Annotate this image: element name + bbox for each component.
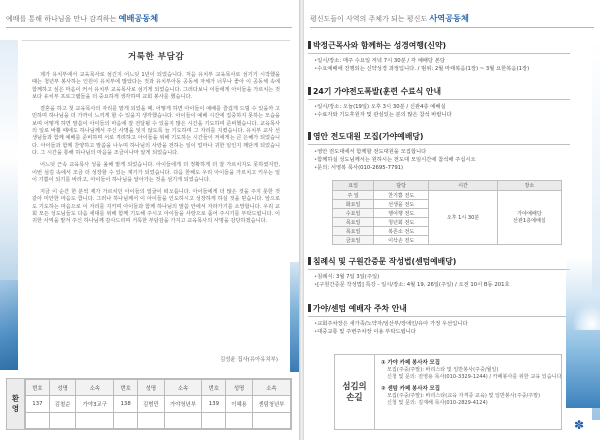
notice-item: • 대중교통 및 주변주차장 이용 부탁드립니다: [314, 328, 570, 336]
notice-item: • 문의: 서영복 목사(010-2695-7791): [314, 164, 570, 172]
notice-title: 침례식 및 구원간증문 작성법(센텀예배당): [308, 256, 570, 270]
essay-paragraph: 제가 유치부에서 교육목사로 섬긴지 어느덧 1년이 되었습니다. 처음 유치부 교육목사로 섬기기 시작했을 때는 청년부 봉사하는 인원이 유치부에 많았다는 것과 유치부아동 공동체 자체가 너무나 좋아 이 공동체 속에 함께하고 싶은 마음이 커서 유치부 교육목사로 섬기게 되었습니다. 그러다보니 이들에게 아이들을 가르치는 것보다 유치부 프로그램들을 더 중요하게 생각하며 교회 봉사를 했습니다.: [32, 72, 280, 100]
evangelism-schedule-table: [332, 180, 562, 245]
welcome-header-cell: 번호: [26, 380, 50, 396]
volunteer-group-title: ① 가야 카페 봉사자 모집: [381, 360, 440, 366]
schedule-team: 복존소 전도: [374, 227, 429, 236]
schedule-day: 목요일: [333, 218, 374, 227]
notice-evangelism-recruit: [308, 131, 570, 172]
volunteer-box: [334, 354, 562, 430]
notice-evangelism-graduation: [308, 86, 570, 119]
notice-title: 가야/센텀 예배자 주차 안내: [308, 303, 570, 317]
schedule-day: 화요일: [333, 200, 374, 209]
notice-item: • 함께하실 성도님께서는 원하시는 전도대 모임시간에 참석해 주십시오: [314, 156, 570, 164]
welcome-label: [7, 379, 25, 429]
notice-bible-journey: [308, 40, 570, 73]
schedule-day: 금요일: [333, 236, 374, 245]
welcome-empty-row: [26, 412, 291, 428]
welcome-cell: 가야3교구: [76, 396, 114, 412]
schedule-team: 행어행 전도: [374, 209, 429, 218]
schedule-day: 수요일: [333, 209, 374, 218]
right-header-title: 사역공동체: [429, 13, 469, 23]
welcome-header-cell: 소속: [252, 380, 290, 396]
welcome-cell: 이혜용: [226, 396, 253, 412]
left-header-prefix: 예배를 통해 하나님을 만나 감격하는: [6, 15, 117, 23]
schedule-time: 오후 1시 30분: [429, 191, 498, 245]
schedule-header-cell: 요일: [333, 181, 374, 191]
volunteer-item: 모집(주중/주말): 바리스타 및 일반봉사(주중/월일): [387, 367, 499, 373]
notice-item: • [구원간증문 작성법] 특강 - 일시/장소: 4월 19, 26일(주일) / 오전 10시 B동 201호: [314, 281, 570, 289]
essay-paragraph: 지금 이 순간 한 분씩 제가 가르치던 아이들의 얼굴이 떠오릅니다. 아이들에게 더 많은 것을 주지 못한 것 같아 미안한 마음도 큽니다. 그러나 하나님께서 이 아이들을 인도하시고 성장하게 하실 것을 믿습니다. 앞으로도 기도하는 마음으로 이 자리를 지키며 아이들과 함께 하나님의 말씀 안에서 자라가기를 소망합니다. 우리 교회 모든 성도님들도 다음 세대를 위해 함께 기도해 주시고 아이들을 사랑으로 품어 주시기를 부탁드립니다. 이 귀한 사역을 맡겨 주신 하나님께 감사드리며 거룩한 부담감을 가지고 교육목사의 사명을 감당하겠습니다.: [32, 189, 280, 225]
volunteer-label-top: 섬김의: [342, 381, 367, 391]
schedule-row: [333, 191, 562, 200]
right-header-prefix: 평신도들이 사역의 주체가 되는 평신도: [310, 15, 428, 23]
schedule-place: [497, 191, 561, 245]
essay-author: 김성윤 집사(유아유치부): [220, 357, 278, 363]
welcome-header-cell: 성명: [226, 380, 253, 396]
church-logo-icon: ✽: [574, 418, 585, 432]
volunteer-item: 모집(주중/주말): 바리스타(교육 자격증 교육) 및 일반봉사(주중/주말): [387, 392, 541, 399]
volunteer-group-title: ② 센텀 카페 봉사자 모집: [381, 385, 440, 392]
essay-card: [22, 40, 290, 370]
notice-item: • 일시/장소: 매주 수요일 저녁 7시 30분 / 각 예배당 본당: [314, 57, 570, 65]
notice-item: • 수료자와 기도후원자 및 관심있는 분의 많은 참석 바랍니다: [314, 111, 570, 119]
welcome-cell: 김철순: [49, 396, 76, 412]
notice-item: • 수요예배에 진행되는 신약성경 과정입니다. / 범위: 2월 마태복음(1장) ~ 3월 요한복음(1장): [314, 65, 570, 73]
welcome-header-cell: 소속: [76, 380, 114, 396]
welcome-cell: 김범민: [138, 396, 165, 412]
schedule-team: 찬기쁨 전도: [374, 191, 429, 200]
schedule-header-cell: 담당: [374, 181, 429, 191]
notice-item: • 영안 전도대에서 함께할 전도대원을 모집합니다: [314, 148, 570, 156]
schedule-header-cell: 장소: [497, 181, 561, 191]
sea-wave-decoration-left: [0, 40, 18, 370]
schedule-place-line: 가야예배당: [517, 210, 542, 217]
welcome-cell: 138: [114, 396, 138, 412]
notice-baptism: [308, 256, 570, 289]
schedule-team: 청년회 전도: [374, 218, 429, 227]
welcome-cell: 가야청년부: [164, 396, 202, 412]
essay-paragraph: 어느덧 근속 교육목사 성을 올해 맡게 되었습니다. 아이들에게 더 정확하게 더 잘 가르치지도 못하였지만, 이번 섬김 속에서 조금 더 성장할 수 있는 계기가 되었습니다. 다음 한해도 우리 아이들을 가르치고 키우는 일이 기쁨이 되기를 바라고, 아이들이 하나님을 알아가는 것을 섬기게 되었습니다.: [32, 162, 280, 183]
notice-title: 24기 가야전도폭발(훈련 수료식 안내: [308, 86, 570, 100]
volunteer-body: [375, 355, 561, 429]
welcome-header-cell: 소속: [164, 380, 202, 396]
volunteer-label-bottom: 손길: [346, 392, 363, 402]
welcome-header-row: [26, 380, 291, 396]
welcome-table: [25, 379, 291, 429]
welcome-header-cell: 번호: [114, 380, 138, 396]
essay-body: [22, 72, 290, 226]
notice-parking: [308, 303, 570, 336]
essay-paragraph: 결혼을 하고 첫 교육목사의 자리를 맡게 되었을 때, 어떻게 하면 아이들이 예배를 즐겁게 드릴 수 있을까 고민하며 하나님을 더 가까이 느끼게 할 수 있을지 생각했습니다. 아이들이 예배 시간에 집중하지 못하는 모습을 보며 어떻게 하면 말씀이 아이들의 마음에 잘 전달될 수 있을지 많은 시간을 기도하며 준비했습니다. 교육목사의 일로 바쁠 때에도 하나님께서 주신 사명을 잊지 않도록 늘 기도하며 그 자리를 지켰습니다. 유치부 교사 선생님들과 함께 예배를 준비하며 서로 격려하고 아이들을 위해 기도하는 시간들이 저에게는 큰 은혜가 되었습니다. 아이들과 함께 찬양하고 말씀을 나누며 하나님의 사랑을 전하는 일이 얼마나 귀한 일인지 깨닫게 되었습니다. 그 시간을 통해 하나님의 마음을 조금이나마 알게 되었습니다.: [32, 106, 280, 156]
sea-wave-decoration-right: [566, 40, 600, 420]
welcome-header-cell: 성명: [138, 380, 165, 396]
notice-item: • 침례식: 3월 7일 3일(주일): [314, 273, 570, 281]
welcome-label-bottom: 영: [11, 404, 20, 413]
schedule-day: 목요일: [333, 227, 374, 236]
welcome-cell: 센텀청년부: [252, 396, 290, 412]
welcome-header-cell: 번호: [202, 380, 226, 396]
left-header-title: 예배공동체: [118, 13, 159, 23]
volunteer-label: [335, 355, 375, 429]
schedule-team: 이삭손 전도: [374, 236, 429, 245]
welcome-header-cell: 성명: [49, 380, 76, 396]
welcome-row: [26, 396, 291, 412]
welcome-visitors-box: [6, 378, 292, 430]
notice-item: • 일시/장소: 오늘(19일) 오후 3시 30분 / 신관4층 예배실: [314, 103, 570, 111]
volunteer-item: 신청 및 문의: 전영용 목사(010-3329-1244) / 카페봉사를 위한 교육 있습니다: [387, 374, 561, 381]
schedule-day: 주 일: [333, 191, 374, 200]
welcome-cell: 137: [26, 396, 50, 412]
notice-title: 박정근목사와 함께하는 성경여행(신약): [308, 40, 570, 54]
left-header-rule: [6, 27, 292, 28]
schedule-header-cell: 시간: [429, 181, 498, 191]
schedule-header-row: [333, 181, 562, 191]
volunteer-item: 신청 및 문의: 김재해 목사(010-2829-4124): [387, 400, 488, 407]
volunteer-group: [381, 359, 561, 382]
notice-title: 영안 전도대원 모집(가야예배당): [308, 131, 570, 145]
schedule-team: 선생을 전도: [374, 200, 429, 209]
essay-title: 거룩한 부담감: [127, 52, 185, 62]
schedule-place-line: 선관1층예배실: [513, 217, 546, 224]
notice-item: • 교회주차장은 새가족/노약자/임산부/장애인/유아 가정 우선입니다: [314, 320, 570, 328]
volunteer-group: [381, 385, 555, 408]
left-page-header: [6, 13, 158, 24]
welcome-cell: 139: [202, 396, 226, 412]
welcome-label-top: 환: [11, 394, 20, 403]
